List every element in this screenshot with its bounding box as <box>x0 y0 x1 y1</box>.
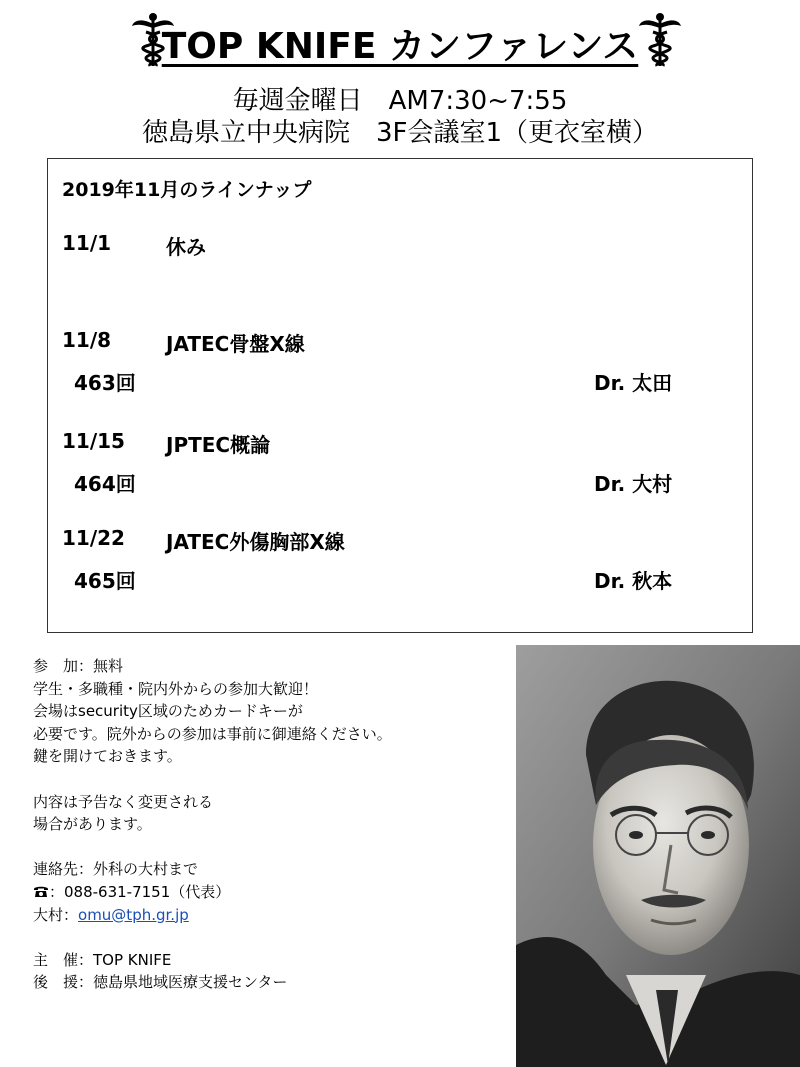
email-label: 大村： <box>33 905 79 924</box>
lineup-box <box>47 158 753 633</box>
contact-text: 連絡先：外科の大村まで <box>33 860 199 879</box>
entry-date: 11/1 <box>62 231 112 255</box>
header <box>0 0 800 155</box>
entry-session: 465回 <box>74 569 136 593</box>
entry-doctor: Dr. 秋本 <box>594 569 673 593</box>
entry-topic: JATEC外傷胸部X線 <box>166 530 345 554</box>
entry-doctor: Dr. 大村 <box>594 472 673 496</box>
entry-date: 11/22 <box>62 526 125 550</box>
security-text: 会場はsecurity区域のためカードキーが <box>33 702 303 721</box>
organizer-text: 主 催：TOP KNIFE <box>33 950 172 969</box>
entry-topic: 休み <box>166 235 206 259</box>
entry-date: 11/15 <box>62 429 125 453</box>
security-text: 必要です。院外からの参加は事前に御連絡ください。 <box>33 724 392 743</box>
telephone-icon <box>33 885 49 898</box>
email-line <box>33 904 392 927</box>
caduceus-icon <box>637 10 683 68</box>
entry-topic: JPTEC概論 <box>166 433 271 457</box>
support-text: 後 援：徳島県地域医療支援センター <box>33 973 288 992</box>
security-text: 鍵を開けておきます。 <box>33 747 182 766</box>
notice-text: 内容は予告なく変更される <box>33 792 214 811</box>
welcome-text: 学生・多職種・院内外からの参加大歓迎！ <box>33 679 319 698</box>
info-section <box>33 655 392 994</box>
email-link[interactable]: omu@tph.gr.jp <box>78 905 189 924</box>
venue-text: 徳島県立中央病院 3F会議室1（更衣室横） <box>141 118 659 148</box>
page-title: TOP KNIFE カンファレンス <box>161 26 639 67</box>
entry-doctor: Dr. 太田 <box>594 371 673 395</box>
entry-session: 464回 <box>74 472 136 496</box>
entry-topic: JATEC骨盤X線 <box>166 332 305 356</box>
entry-session: 463回 <box>74 371 136 395</box>
notice-text: 場合があります。 <box>33 815 152 834</box>
phone-number: ：088-631-7151（代表） <box>49 882 231 901</box>
schedule-text: 毎週金曜日 AM7:30~7:55 <box>232 86 568 116</box>
phone-line <box>33 881 392 904</box>
entry-date: 11/8 <box>62 328 112 352</box>
lineup-title: 2019年11月のラインナップ <box>62 179 312 201</box>
fee-text: 参 加：無料 <box>33 657 124 675</box>
portrait-photo <box>516 645 800 1067</box>
